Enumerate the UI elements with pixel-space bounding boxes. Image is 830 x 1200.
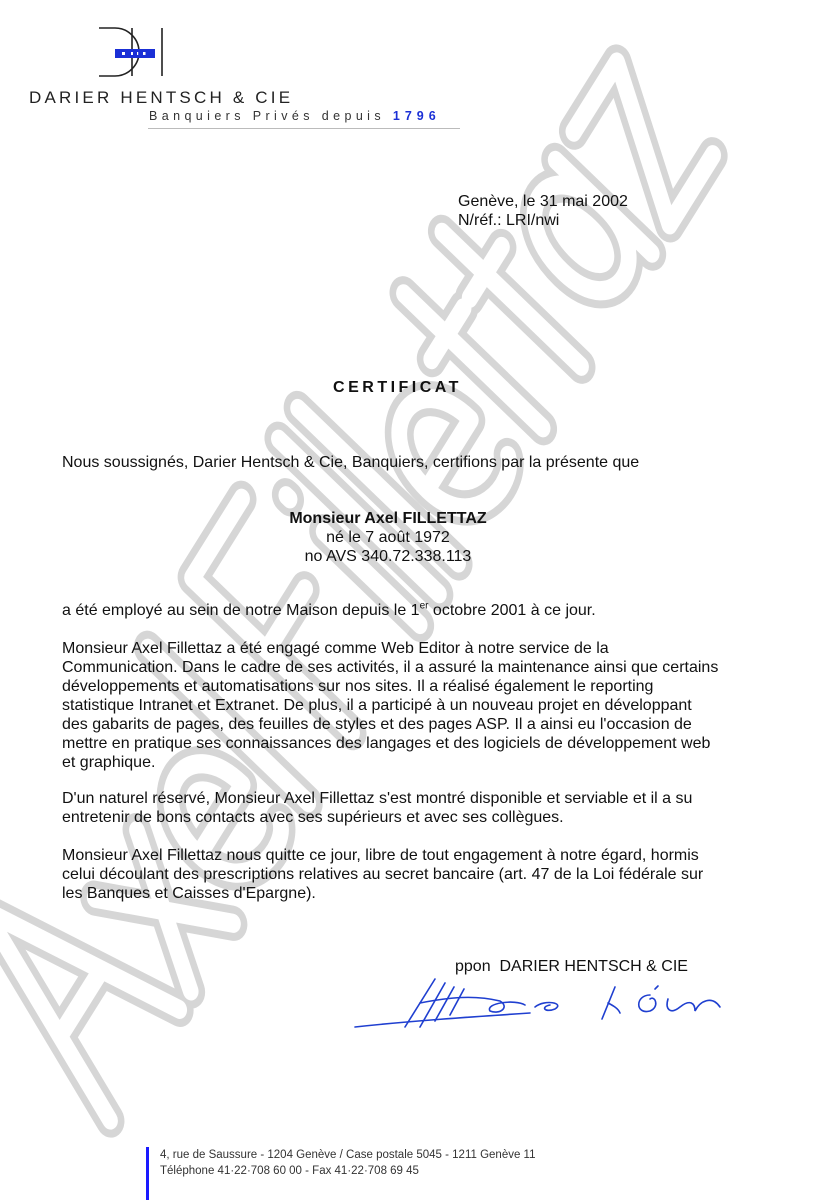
handwritten-signature (350, 975, 730, 1035)
person-name: Monsieur Axel FILLETTAZ (289, 510, 487, 527)
company-tagline (149, 109, 441, 123)
signature-label: ppon DARIER HENTSCH & CIE (455, 958, 688, 975)
footer-address: 4, rue de Saussure - 1204 Genève / Case postale 5045 - 1211 Genève 11 (160, 1149, 536, 1161)
founding-year: 1796 (392, 109, 441, 123)
employment-after: octobre 2001 à ce jour. (428, 602, 596, 619)
person-block (0, 509, 776, 566)
line: entretenir de bons contacts avec ses supérieurs et avec ses collègues. (62, 809, 564, 826)
line: les Banques et Caisses d'Epargne). (62, 885, 316, 902)
line: développements et automatisations sur nos sites. Il a réalisé également le reporting (62, 678, 654, 695)
paragraph-departure (62, 846, 703, 903)
company-name: DARIER HENTSCH & CIE (29, 88, 294, 107)
line: celui découlant des prescriptions relatives au secret bancaire (art. 47 de la Loi fédérale sur (62, 866, 704, 883)
paragraph-character (62, 789, 692, 827)
line: Communication. Dans le cadre de ses activités, il a assuré la maintenance ainsi que certains (62, 659, 719, 676)
intro-text: Nous soussignés, Darier Hentsch & Cie, Banquiers, certifions par la présente que (62, 454, 640, 471)
document-title: CERTIFICAT (333, 379, 462, 396)
letter-date: Genève, le 31 mai 2002 (458, 193, 628, 210)
line: Monsieur Axel Fillettaz nous quitte ce jour, libre de tout engagement à notre égard, hormis (62, 847, 699, 864)
line: et graphique. (62, 754, 156, 771)
line: statistique Intranet et Extranet. De plus, il a participé à un nouveau projet en développant (62, 697, 692, 714)
footer-accent-bar (146, 1147, 149, 1200)
line: Monsieur Axel Fillettaz a été engagé comme Web Editor à notre service de la (62, 640, 609, 657)
paragraph-duties (62, 639, 718, 772)
employment-sup: er (419, 600, 429, 612)
person-birth: né le 7 août 1972 (326, 529, 450, 546)
line: des gabarits de pages, des feuilles de styles et des pages ASP. Il a ainsi eu l'occasion de (62, 716, 692, 733)
employment-before: a été employé au sein de notre Maison depuis le 1 (62, 602, 420, 619)
person-avs: no AVS 340.72.338.113 (304, 548, 472, 565)
tagline-text: Banquiers Privés depuis (149, 109, 385, 123)
footer-phone: Téléphone 41·22·708 60 00 - Fax 41·22·708 69 45 (160, 1165, 419, 1177)
line: D'un naturel réservé, Monsieur Axel Fillettaz s'est montré disponible et serviable et il a su (62, 790, 693, 807)
employment-text (62, 601, 596, 620)
dh-monogram-icon (95, 26, 175, 78)
line: mettre en pratique ses connaissances des langages et des logiciels de développement web (62, 735, 711, 752)
letter-reference: N/réf.: LRI/nwi (458, 212, 560, 229)
divider (148, 128, 460, 129)
footer (160, 1147, 536, 1179)
